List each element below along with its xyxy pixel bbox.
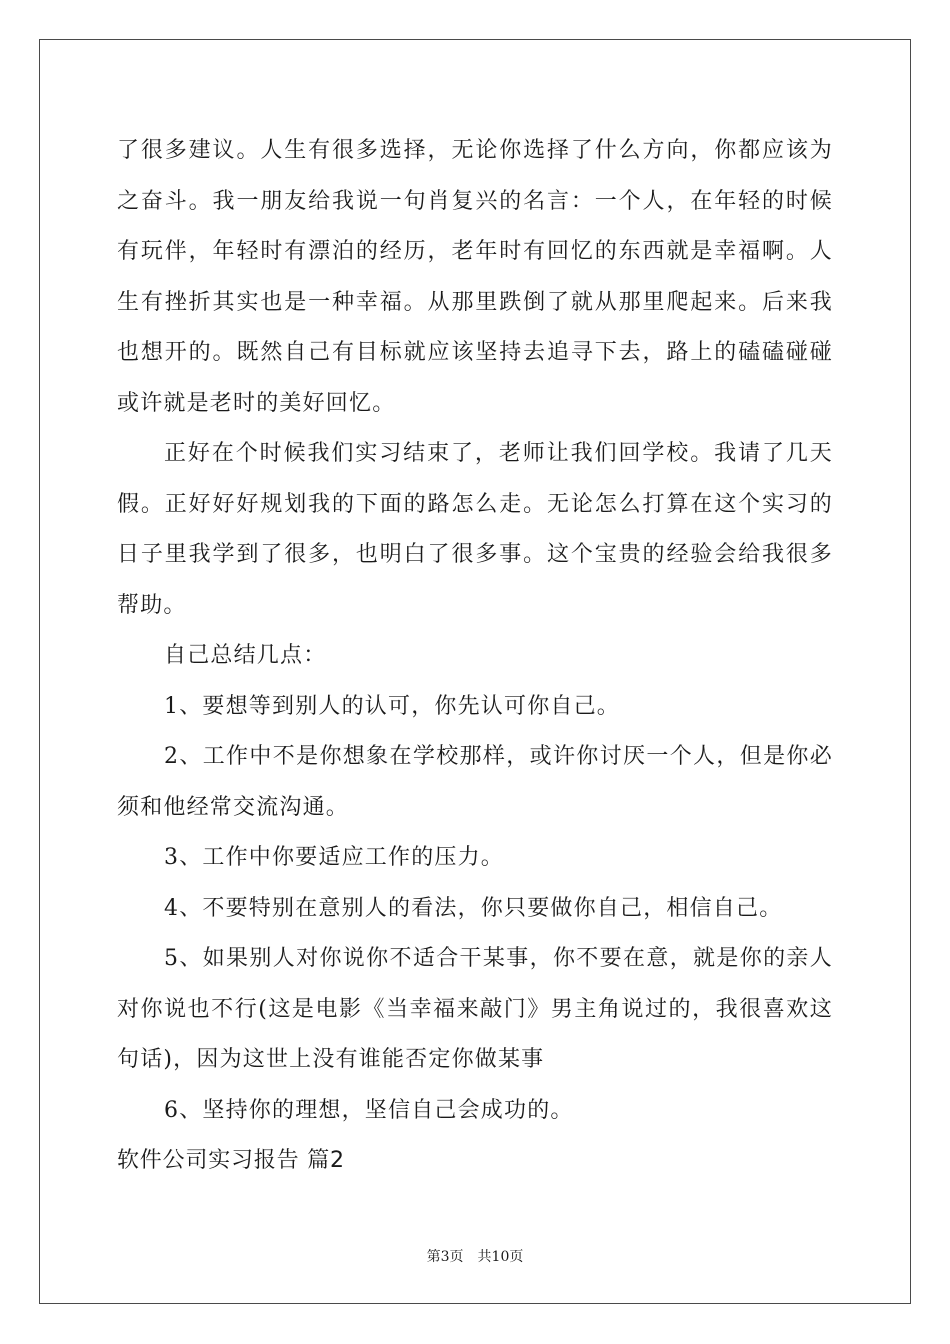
- list-item-1: 1、要想等到别人的认可，你先认可你自己。: [164, 693, 620, 719]
- list-item-3: 3、工作中你要适应工作的压力。: [164, 845, 504, 870]
- page-number: 第3页: [426, 1249, 464, 1265]
- list-item-4: 4、不要特别在意别人的看法，你只要做你自己，相信自己。: [164, 895, 783, 921]
- list-item-5: 5、如果别人对你说你不适合干某事，你不要在意，就是你的亲人对你说也不行(这是电影《当幸福来敲门》男主角说过的，我很喜欢这句话)，因为这世上没有谁能否定你做某事: [117, 946, 833, 1072]
- list-item-2: 2、工作中不是你想象在学校那样，或许你讨厌一个人，但是你必须和他经常交流沟通。: [117, 744, 833, 820]
- page-footer: [0, 1246, 950, 1266]
- paragraph-internship-end: 正好在个时候我们实习结束了，老师让我们回学校。我请了几天假。正好好好规划我的下面的路怎么走。无论怎么打算在这个实习的日子里我学到了很多，也明白了很多事。这个宝贵的经验会给我很多帮助。: [117, 441, 833, 618]
- document-body: [117, 126, 833, 1187]
- page-total: 共10页: [477, 1249, 524, 1265]
- section-heading: 软件公司实习报告 篇2: [117, 1148, 345, 1173]
- list-item-6: 6、坚持你的理想，坚信自己会成功的。: [164, 1097, 574, 1123]
- paragraph-continued: 了很多建议。人生有很多选择，无论你选择了什么方向，你都应该为之奋斗。我一朋友给我说一句肖复兴的名言：一个人，在年轻的时候有玩伴，年轻时有漂泊的经历，老年时有回忆的东西就是幸福啊。人生有挫折其实也是一种幸福。从那里跌倒了就从那里爬起来。后来我也想开的。既然自己有目标就应该坚持去追寻下去，路上的磕磕碰碰或许就是老时的美好回忆。: [117, 138, 833, 416]
- paragraph-summary-intro: 自己总结几点：: [164, 643, 327, 668]
